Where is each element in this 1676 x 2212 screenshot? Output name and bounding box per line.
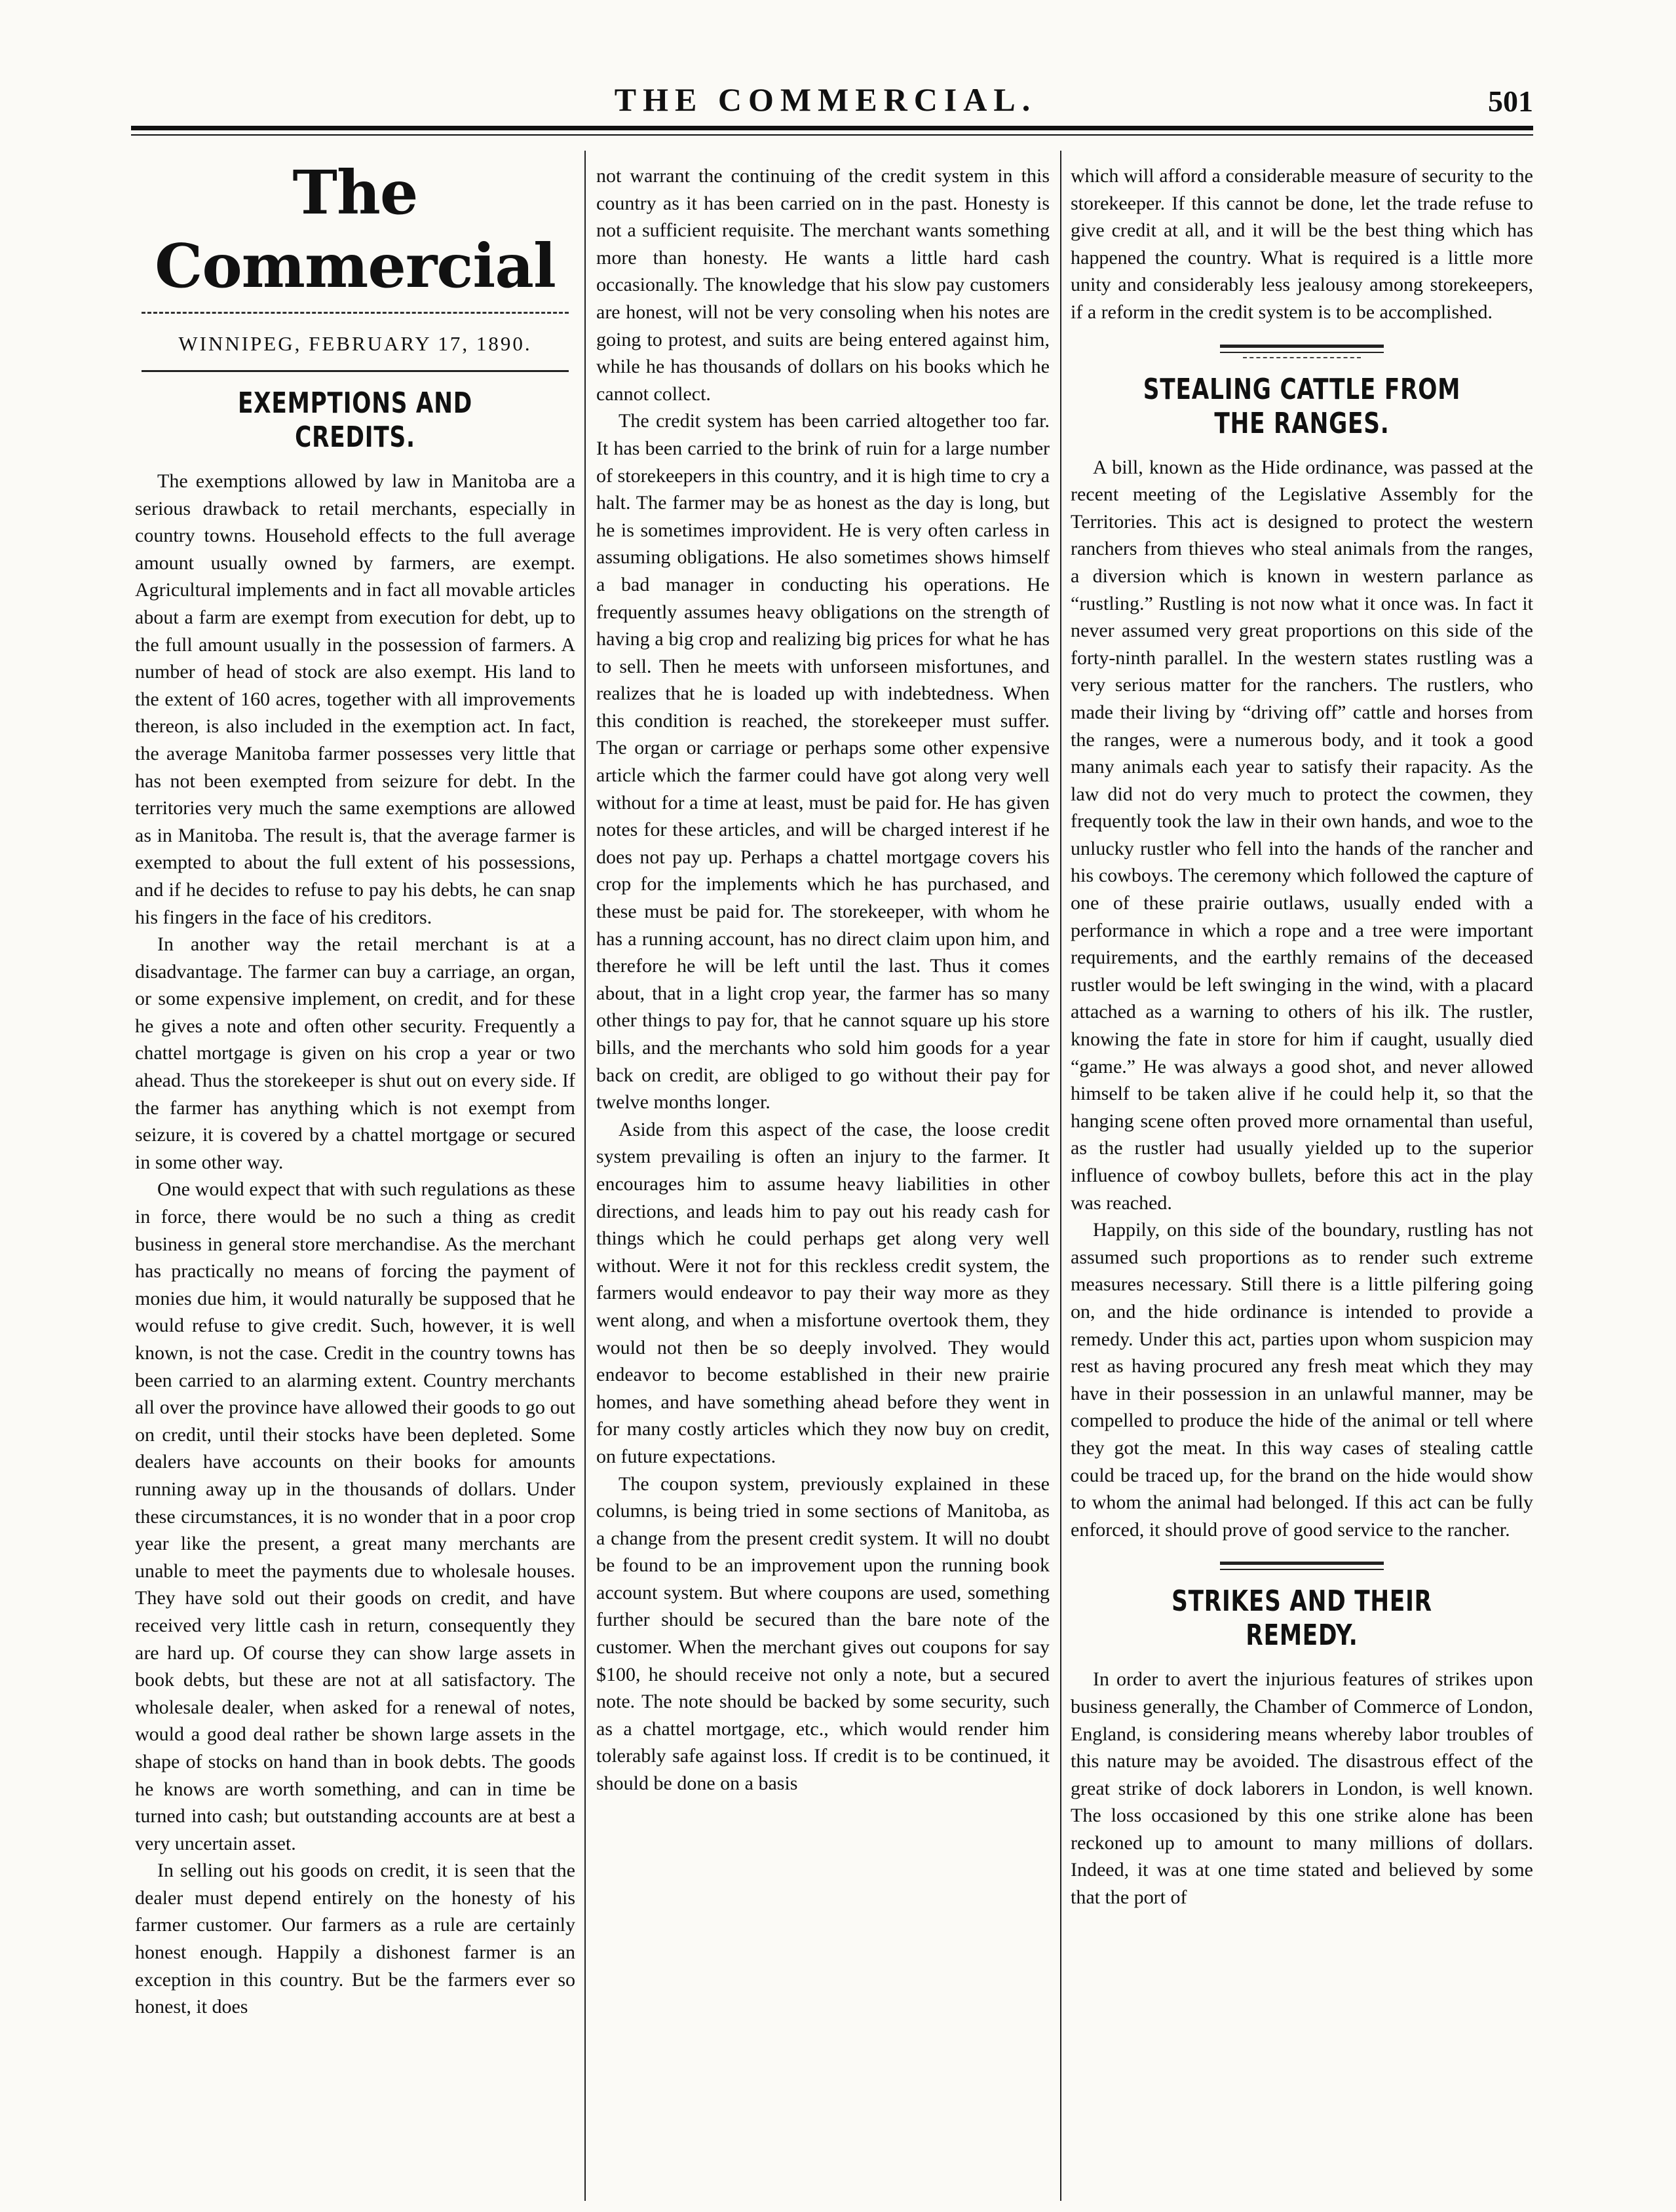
headline-stealing-cattle: STEALING CATTLE FROM THE RANGES. [1143,372,1461,440]
section-divider [1220,1562,1384,1565]
column-divider [1060,151,1061,2201]
column-divider [584,151,586,2201]
section-divider [1220,345,1384,348]
article-paragraph: which will afford a considerable measure of security to the storekeeper. If this cannot be done, let the trade refuse to give credit at all, and it will be the best thing which has happened the country. What is required is a little more unity and considerably less jealousy among storekeepers, if a reform in the credit system is to be accomplished. [1071,165,1533,323]
article-paragraph: not warrant the continuing of the credit system in this country as it has been carried on in the past. Honesty is not a sufficient requisite. The merchant wants something more than honesty. He wants a little hard cash occasionally. The knowledge that his slow pay customers are honest, will not be very consoling when his notes are going to protest, and suits are being entered against him, while he has thousands of dollars on his books which he cannot collect. [596,165,1050,405]
running-head [118,12,1533,118]
column-1 [135,149,575,2186]
article-paragraph: Happily, on this side of the boundary, rustling has not assumed such proportions as to render such extreme measures necessary. Still there is a little pilfering going on, and the hide ordinance is intended to provide a remedy. Under this act, parties upon whom suspicion may rest as having procured any fresh meat which they may have in their possession in an unlawful manner, may be compelled to produce the hide of the animal or tell where they got the meat. In this way cases of stealing cattle could be traced up, for the brand on the hide would show to whom the animal had belonged. If this act can be fully enforced, it should prove of good service to the rancher. [1071,1219,1533,1541]
article-paragraph: The exemptions allowed by law in Manitoba are a serious drawback to retail merchants, especially in country towns. Household effects to the full average amount usually owned by farmers, are exempt. Agricultural implements and in fact all movable articles about a farm are exempt from execution for debt, up to the full amount usually in the possession of farmers. A number of head of stock are also exempt. His land to the extent of 160 acres, together with all improvements thereon, is also included in the exemption act. In fact, the average Manitoba farmer possesses very little that has not been exempted from seizure for debt. In the territories very much the same exemptions are allowed as in Manitoba. The result is, that the average farmer is exempted to about the full extent of his possessions, and if he decides to refuse to pay his debts, he can snap his fingers in the face of his creditors. [135,470,575,928]
running-title: THE COMMERCIAL. [614,81,1037,118]
header-rule-thick [131,126,1533,130]
dateline-rule [142,370,569,372]
page-number: 501 [1488,84,1533,118]
dateline: WINNIPEG, FEBRUARY 17, 1890. [178,332,532,355]
article-paragraph: The credit system has been carried altogether too far. It has been carried to the brink of ruin for a large number of storekeepers in this country, and it is high time to cry a halt. The farmer may be as honest as the day is long, but he is sometimes improvident. He is very often carless in assuming obligations. He also sometimes shows himself a bad manager in conducting his operations. He frequently assumes heavy obligations on the strength of having a big crop and realizing big prices for what he has to sell. Then he meets with unforseen misfortunes, and realizes that he is loaded up with indebtedness. When this condition is reached, the storekeeper must suffer. The organ or carriage or perhaps some other expensive article which the farmer could have got along very well without for a time at least, must be paid for. He has given notes for these articles, and will be charged interest if he does not pay up. Perhaps a chattel mortgage covers his crop for the implements which he has purchased, and these must be paid for. The storekeeper, with whom he has a running account, has no direct claim upon him, and therefore he will be left until the last. Thus it comes about, that in a light crop year, the farmer has so many other things to pay for, that he cannot square up his store bills, and the merchants who sold him goods for a year back on credit, are obliged to go without their pay for twelve months longer. [596,410,1050,1114]
column-3 [1071,162,1533,2200]
section-divider [1220,352,1384,353]
article-paragraph: A bill, known as the Hide ordinance, was passed at the recent meeting of the Legislative Assembly for the Territories. This act is designed to protect the western ranchers from thieves who steal animals from the ranges, a diversion which is known in western parlance as “rustling.” Rustling is not now what it once was. In fact it never assumed very great proportions on this side of the forty-ninth parallel. In the western states rustling was a very serious matter for the ranchers. The rustlers, who made their living by “driving off” cattle and horses from the ranges, were a numerous body, and it took a good many animals each year to satisfy their rapacity. As the law did not do very much to protect the cowmen, they frequently took the law in their own hands, and woe to the unlucky rustler who fell into the hands of the rancher and his cowboys. The ceremony which followed the capture of one of these prairie outlaws, usually ended with a performance in which a rope and a tree were important requirements, and the earthly remains of the deceased rustler would be left swinging in the wind, with a placard attached as a warning to others of his ilk. The rustler, knowing the fate in store for him if caught, usually died “game.” He was always a good shot, and never allowed himself to be taken alive if he could help it, so that the hanging scene often proved more ornamental than useful, as the rustler had usually yielded up to the superior influence of cowboy bullets, before this act in the play was reached. [1071,456,1533,1214]
masthead-rule [142,312,569,314]
section-divider [1220,1569,1384,1570]
section-divider [1243,357,1361,358]
article-paragraph: Aside from this aspect of the case, the loose credit system prevailing is often an injury to the farmer. It encourages him to assume heavy liabilities in other directions, and leads him to pay out his ready cash for things which he could perhaps get along very well without. Were it not for this reckless credit system, the farmers would endeavor to pay their way more as they went along, and when a misfortune overtook them, they would not then be so deeply involved. They would endeavor to become established in their new prairie homes, and have something ahead before they went in for many costly articles which they now buy on credit, on future expectations. [596,1118,1050,1467]
header-rule-thin [131,134,1533,136]
masthead-title: The Commercial [155,157,556,301]
headline-exemptions: EXEMPTIONS AND CREDITS. [237,386,473,454]
headline-strikes: STRIKES AND THEIR REMEDY. [1171,1584,1432,1653]
article-paragraph: One would expect that with such regulations as these in force, there would be no such a thing as credit business in general store merchandise. As the merchant has practically no means of forcing the payment of monies due him, it would naturally be supposed that he would refuse to give credit. Such, however, it is well known, is not the case. Credit in the country towns has been carried to an alarming extent. Country merchants all over the province have allowed their goods to go out on credit, until their stocks have been depleted. Some dealers have accounts on their books for amounts running away up in the thousands of dollars. Under these circumstances, it is no wonder that in a poor crop year like the present, a great many merchants are unable to meet the payments due to wholesale houses. They have sold out their goods on credit, and have received very little cash in return, consequently they are hard up. Of course they can show large assets in book debts, but these are not at all satisfactory. The wholesale dealer, when asked for a renewal of notes, would a good deal rather be shown large assets in the shape of stocks on hand than in book debts. The goods he knows are worth something, and can in time be turned into cash; but outstanding accounts are at best a very uncertain asset. [135,1178,575,1854]
article-paragraph: The coupon system, previously explained in these columns, is being tried in some sections of Manitoba, as a change from the present credit system. It will no doubt be found to be an improvement upon the running book account system. But where coupons are used, something further should be secured than the bare note of the customer. When the merchant gives out coupons for say $100, he should receive not only a note, but a secured note. The note should be backed by some security, such as a chattel mortgage, etc., which would render him tolerably safe against loss. If credit is to be continued, it should be done on a basis [596,1472,1050,1795]
column-2 [596,162,1050,2200]
article-paragraph: In selling out his goods on credit, it is seen that the dealer must depend entirely on the honesty of his farmer customer. Our farmers as a rule are certainly honest enough. Happily a dishonest farmer is an exception in this country. But be the farmers ever so honest, it does [135,1860,575,2018]
article-paragraph: In order to avert the injurious features of strikes upon business generally, the Chamber of Commerce of London, England, is considering means whereby labor troubles of this nature may be avoided. The disastrous effect of the great strike of dock laborers in London, is well known. The loss occasioned by this one strike alone has been reckoned up to amount to many millions of dollars. Indeed, it was at one time stated and believed by some that the port of [1071,1668,1533,1909]
article-paragraph: In another way the retail merchant is at a disadvantage. The farmer can buy a carriage, an organ, or some expensive implement, on credit, and for these he gives a note and often other security. Frequently a chattel mortgage is given on his crop a year or two ahead. Thus the storekeeper is shut out on every side. If the farmer has anything which is not exempt from seizure, it is covered by a chattel mortgage or secured in some other way. [135,933,575,1173]
